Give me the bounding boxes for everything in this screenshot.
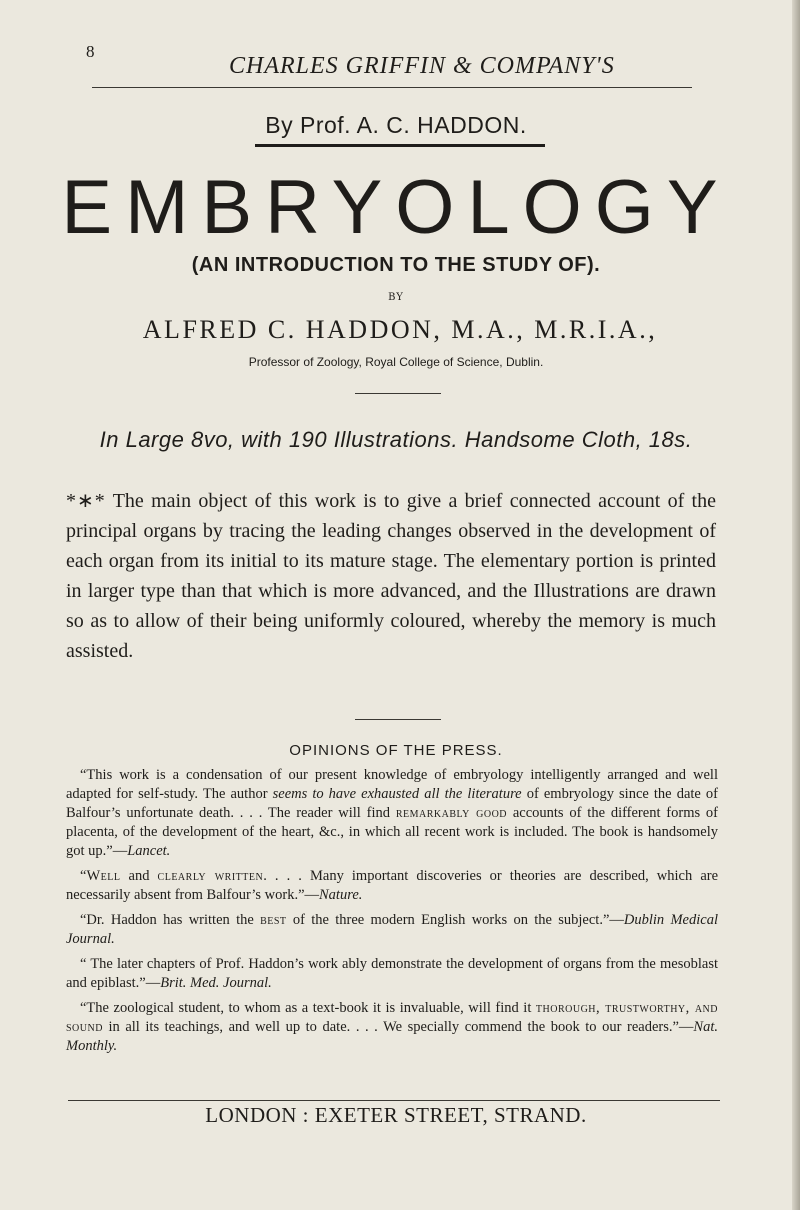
footer-rule (68, 1100, 720, 1101)
review-source: Nature. (319, 887, 363, 903)
author-affiliation: Professor of Zoology, Royal College of Science, Dublin. (248, 355, 544, 369)
page-edge-shadow (792, 0, 800, 1210)
page-number: 8 (86, 42, 95, 61)
byline: By Prof. A. C. HADDON. (265, 112, 527, 138)
publisher-imprint: LONDON : EXETER STREET, STRAND. (205, 1103, 587, 1127)
review-dublin: “Dr. Haddon has written the best of the three modern English works on the subject.”—Dublin Medical Journal. (66, 912, 718, 947)
review-nat-monthly: “The zoological student, to whom as a text-book it is invaluable, will find it thorough, trustworthy, and sound in all its teachings, and well up to date. . . . We specially commend the book to our readers.”—Nat. Monthly. (66, 1000, 718, 1054)
review-lancet: “This work is a condensation of our present knowledge of embryology intelligently arranged and well adapted for self-study. The author seems to have exhausted all the literature of embryology since the date of Balfour’s unfortunate death. . . . The reader will find remarkably good accounts of the different forms of placenta, of the development of the heart, &c., in which all recent work is included. The book is handsomely got up.”—Lancet. (66, 767, 719, 859)
opinions-heading: OPINIONS OF THE PRESS. (289, 742, 503, 759)
book-title: EMBRYOLOGY (61, 165, 731, 250)
byline-underline (255, 144, 545, 147)
book-subtitle: (AN INTRODUCTION TO THE STUDY OF). (191, 254, 601, 276)
review-bmj: “ The later chapters of Prof. Haddon’s work ably demonstrate the development of organs from the mesoblast and epiblast.”—Brit. Med. Journal. (66, 956, 718, 991)
review-nature: “Well and clearly written. . . . Many important discoveries or theories are described, which are necessarily absent from Balfour’s work.”—Nature. (66, 868, 719, 903)
running-head: CHARLES GRIFFIN & COMPANY'S (229, 53, 615, 79)
description-text: The main object of this work is to give a brief connected account of the principal organs by tracing the leading changes observed in the development of each organ from its initial to its mature stage. The elementary portion is printed in larger type than that which is more advanced, and the Illustrations are drawn so as to allow of their being uniformly coloured, whereby the memory is much assisted. (66, 490, 716, 662)
by-label: BY (388, 292, 404, 303)
asterism-mark: *∗* (66, 490, 106, 512)
book-description (66, 486, 716, 666)
header-rule (92, 87, 692, 88)
author-name: ALFRED C. HADDON, M.A., M.R.I.A., (142, 315, 658, 344)
press-reviews (66, 766, 718, 1062)
section-rule (355, 719, 441, 720)
review-source: Lancet. (127, 843, 171, 859)
edition-info: In Large 8vo, with 190 Illustrations. Handsome Cloth, 18s. (99, 427, 693, 452)
review-source: Nat. Monthly. (66, 1019, 718, 1054)
review-source: Brit. Med. Journal. (160, 975, 272, 991)
section-rule (355, 393, 441, 394)
review-source: Dublin Medical Journal. (66, 912, 718, 947)
